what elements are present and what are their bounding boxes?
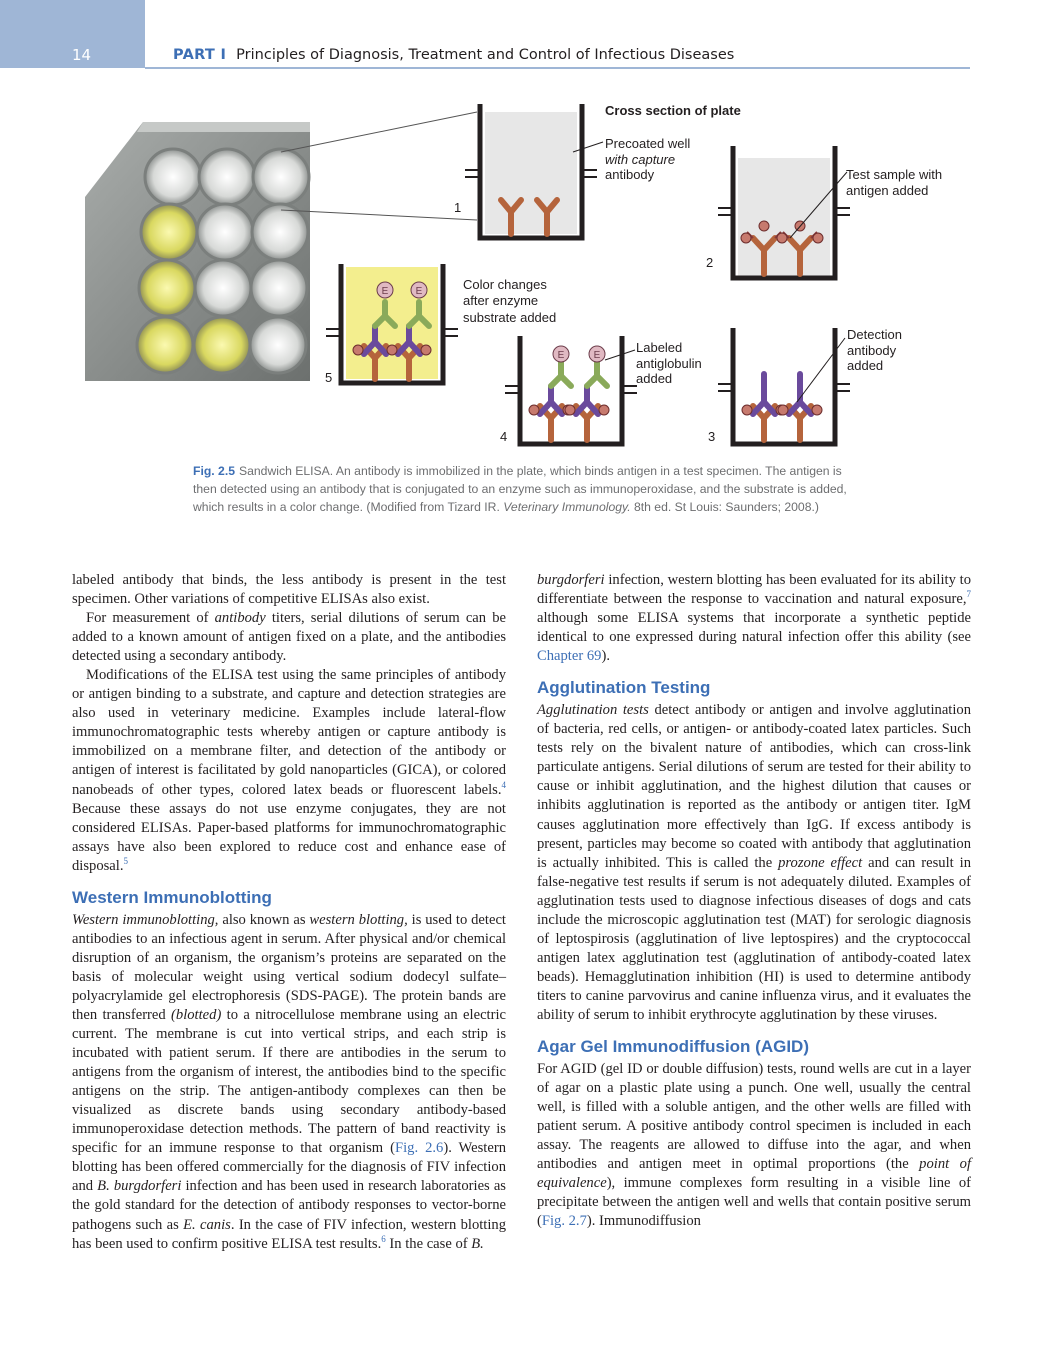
step-number-4: 4 bbox=[500, 429, 508, 444]
well-1 bbox=[465, 104, 597, 238]
section-heading-agglutination: Agglutination Testing bbox=[537, 678, 711, 698]
caption-text: Sandwich ELISA. An antibody is immobilized in the plate, which binds antigen in a test specimen. The antigen is then detected using an antibody that is conjugated to an enzyme such as immunoperoxidase, and the substrate is added, which results in a color change. (Modified from Tizard IR. bbox=[193, 464, 847, 514]
figure-title: Cross section of plate bbox=[605, 103, 741, 118]
enzyme-label: E bbox=[593, 350, 601, 361]
label-color-change-3: substrate added bbox=[463, 310, 557, 325]
paragraph: Modifications of the ELISA test using the same principles of antibody or antigen binding to a substrate, and capture and detection strategies are also used in veterinary medicine. Examples include lateral-flow immunochromatographic tests whereby antigen or capture antibody is immobilized on a membrane filter, and detection of the antibody or antigen of interest is facilitated by gold nanoparticles (GICA), or colored nanobeads of other types, colored latex beads or fluorescent labels.$^4$ Because these assays do not use enzyme conjugates, they are not considered ELISAs. Paper-based platforms for immunochromatographic assays have also been explored to reduce cost and enhance ease of disposal.$^5$ bbox=[72, 667, 506, 874]
part-title: Principles of Diagnosis, Treatment and Control of Infectious Diseases bbox=[236, 47, 735, 63]
figure-link[interactable]: Fig. 2.7 bbox=[541, 1213, 587, 1230]
label-detection-2: antibody bbox=[847, 343, 897, 358]
reference-link[interactable]: 4 bbox=[501, 779, 506, 790]
running-header bbox=[173, 47, 734, 63]
label-labeled-1: Labeled bbox=[636, 340, 683, 355]
section-heading-western: Western Immunoblotting bbox=[72, 887, 272, 907]
well-5 bbox=[326, 264, 458, 383]
left-column bbox=[72, 571, 506, 1254]
well-2 bbox=[718, 146, 850, 278]
paragraph: labeled antibody that binds, the less antibody is present in the test specimen. Other variations of competitive ELISAs also exist. bbox=[72, 572, 506, 608]
label-precoated-2: with capture bbox=[605, 152, 676, 167]
step-number-1: 1 bbox=[454, 200, 462, 215]
reference-link[interactable]: 6 bbox=[381, 1233, 386, 1244]
section-heading-agid: Agar Gel Immunodiffusion (AGID) bbox=[537, 1037, 809, 1057]
part-label: PART I bbox=[173, 47, 227, 63]
well-3 bbox=[718, 328, 850, 444]
chapter-link[interactable]: Chapter 69 bbox=[537, 648, 602, 665]
figure-caption bbox=[193, 462, 858, 516]
enzyme-label: E bbox=[415, 286, 423, 297]
elisa-figure bbox=[85, 92, 985, 464]
label-test-sample-1: Test sample with bbox=[846, 167, 943, 182]
label-color-change-2: after enzyme bbox=[463, 293, 539, 308]
well-4 bbox=[505, 336, 637, 444]
paragraph: burgdorferi infection, western blotting has been evaluated for its ability to differentiate between the response to vaccination and natural exposure,$^7$ although some ELISA systems that incorporate a synthetic peptide identical to one expressed during natural infection offer this ability (see Chapter 69). bbox=[537, 572, 971, 665]
reference-link[interactable]: 7 bbox=[966, 589, 971, 600]
paragraph: Agglutination tests detect antibody or antigen and involve agglutination of bacteria, red cells, or antigen- or antibody-coated latex particles. Such tests rely on the bivalent nature of antibodies, which can cross-link particulate antigens. Serial dilutions of serum are tested for their ability to cause or inhibit agglutination, and the highest dilution that causes or inhibits agglutination is reported as the antibody or antigen titer. IgM causes agglutination more effectively than IgG. If excess antibody is present, particles may become so coated with antibody that agglutination is actually inhibited. This is called the prozone effect and can result in false-negative test results if serum is not adequately diluted. Examples of agglutination tests used to diagnose infectious diseases of dogs and cats include the microscopic agglutination test (MAT) for serologic diagnosis of leptospirosis (agglutination of live leptospires) and the cryptococcal antigen latex agglutination test (agglutination of antibody-coated latex beads). Hemagglutination inhibition (HI) is used to determine antibody titers to canine parvovirus and canine influenza virus, and it evaluates the ability of serum to inhibit erythrocyte agglutination by these viruses. bbox=[537, 702, 972, 1023]
reference-link[interactable]: 5 bbox=[123, 855, 128, 866]
label-detection-3: added bbox=[847, 358, 884, 373]
page-number: 14 bbox=[72, 46, 92, 64]
caption-citation-title: Veterinary Immunology. bbox=[503, 500, 631, 514]
label-precoated-1: Precoated well bbox=[605, 136, 691, 151]
label-precoated-3: antibody bbox=[605, 167, 655, 182]
label-test-sample-2: antigen added bbox=[846, 183, 929, 198]
caption-label: Fig. 2.5 bbox=[193, 464, 235, 478]
paragraph: For AGID (gel ID or double diffusion) tests, round wells are cut in a layer of agar on a plastic plate using a punch. One well, usually the central well, is filled with a soluble antigen, and the other wells are filled with patient serum. A positive antibody control specimen is included in each assay. The reagents are allowed to diffuse into the agar, and when antibodies and antigen meet in optimal proportions (the point of equivalence), immune complexes form resulting in a visible line of precipitate between the antigen well and wells that contain positive serum (Fig. 2.7). Immunodiffusion bbox=[537, 1061, 972, 1230]
paragraph: For measurement of antibody titers, serial dilutions of serum can be added to a known amount of antigen fixed on a plate, and the antibodies detected using a secondary antibody. bbox=[72, 610, 506, 665]
label-color-change-1: Color changes bbox=[463, 277, 547, 292]
step-number-2: 2 bbox=[706, 255, 714, 270]
enzyme-label: E bbox=[381, 286, 389, 297]
label-labeled-2: antiglobulin bbox=[636, 356, 702, 371]
figure-link[interactable]: Fig. 2.6 bbox=[394, 1140, 444, 1157]
paragraph: Western immunoblotting, also known as western blotting, is used to detect antibodies to an infectious agent in serum. After physical and/or chemical disruption of an organism, the organism’s proteins are separated on the basis of molecular weight using vertical sodium dodecyl sulfate–polyacrylamide gel electrophoresis (SDS-PAGE). The protein bands are then transferred (blotted) to a nitrocellulose membrane using an electric current. The membrane is cut into vertical strips, and each strip is incubated with patient serum. If there are antibodies in the serum to antigens from the organism of interest, the antibodies bind to the specific antigens on the strip. The antigen-antibody complexes can then be visualized as discrete bands using secondary antibody-based immunoperoxidase detection methods. The pattern of band reactivity is specific for an immune response to that organism (Fig. 2.6). Western blotting has been offered commercially for the diagnosis of FIV infection and B. burgdorferi infection and has been used in research laboratories as the gold standard for the detection of antibody responses to vector-borne pathogens such as E. canis. In the case of FIV infection, western blotting has been used to confirm positive ELISA test results.$^6$ In the case of B. bbox=[72, 911, 506, 1252]
caption-text-end: 8th ed. St Louis: Saunders; 2008.) bbox=[630, 500, 819, 514]
enzyme-label: E bbox=[557, 350, 565, 361]
step-number-3: 3 bbox=[708, 429, 716, 444]
right-column bbox=[537, 571, 971, 1231]
step-number-5: 5 bbox=[325, 370, 333, 385]
label-labeled-3: added bbox=[636, 371, 673, 386]
header-rule bbox=[145, 67, 970, 69]
label-detection-1: Detection bbox=[847, 327, 902, 342]
